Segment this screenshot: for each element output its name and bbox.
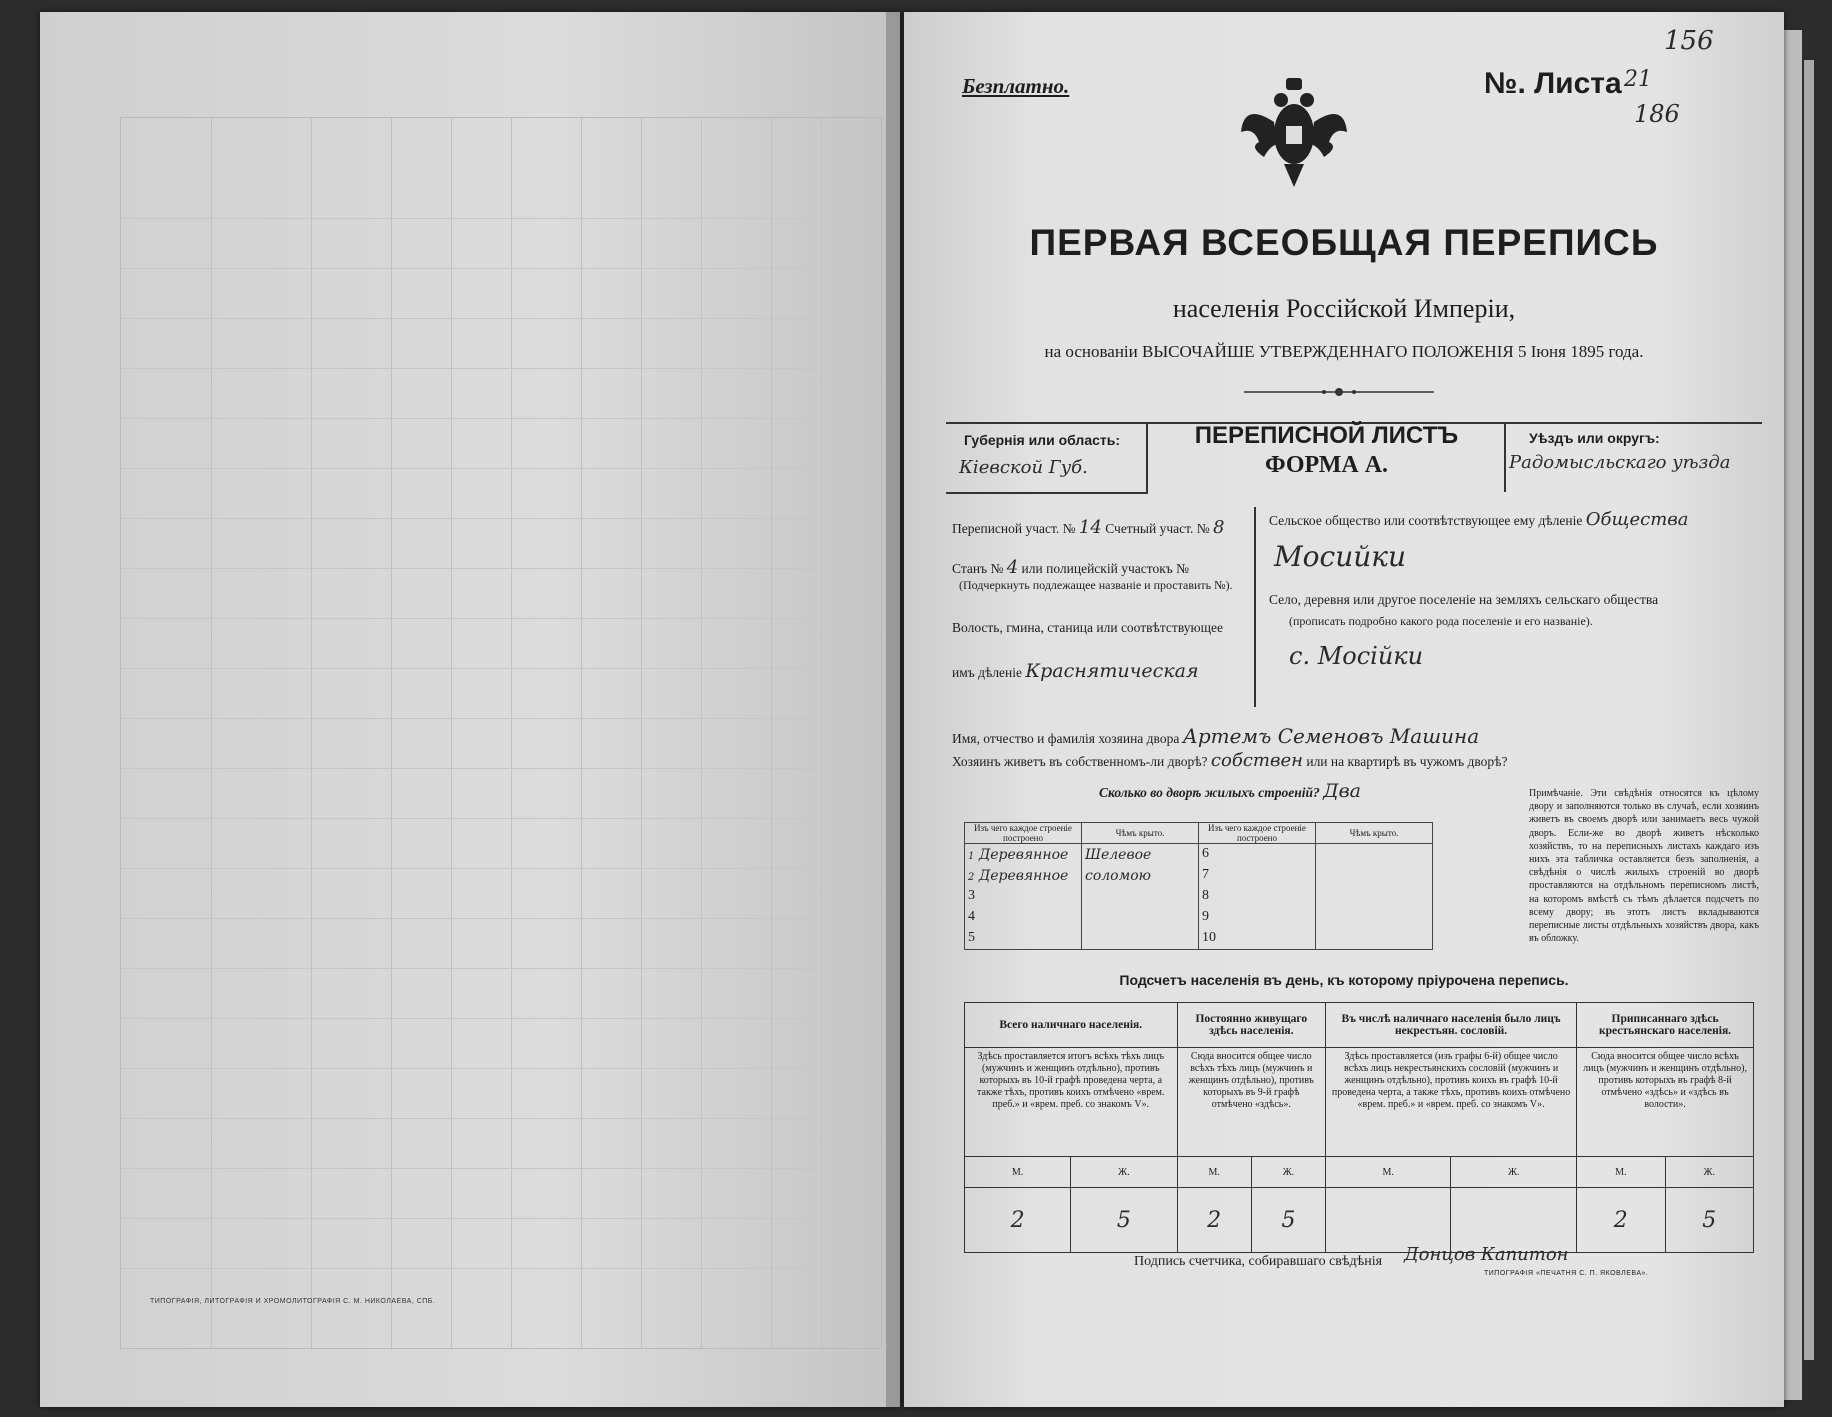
- volost-label: Волость, гмина, станица или соотвѣтствующее: [952, 620, 1223, 635]
- count-value: 2: [1577, 1188, 1665, 1253]
- left-page: [40, 12, 900, 1407]
- page-gutter: [886, 12, 900, 1407]
- zh-label: Ж.: [1251, 1157, 1325, 1188]
- table-header: Изъ чего каждое строеніе построено: [1199, 823, 1316, 844]
- table-header: Чѣмъ крыто.: [1316, 823, 1433, 844]
- police-label: или полицейскій участокъ №: [1021, 561, 1189, 576]
- obshchestvo-field: [1269, 509, 1689, 530]
- column-divider: [1254, 507, 1256, 707]
- archive-number: 156: [1664, 26, 1714, 56]
- form-type: ФОРМА А.: [1264, 452, 1389, 478]
- lives-value: собствен: [1210, 750, 1303, 771]
- volost-field: [952, 660, 1199, 682]
- count-value: 2: [965, 1188, 1071, 1253]
- page-edge: [1804, 60, 1814, 1360]
- buildings-value: Два: [1323, 780, 1361, 802]
- ornament-divider: [1244, 386, 1434, 398]
- buildings-label: Сколько во дворѣ жилыхъ строеній?: [1099, 785, 1320, 800]
- zh-label: Ж.: [1071, 1157, 1177, 1188]
- obshchestvo-value-2: Мосийки: [1274, 540, 1407, 573]
- faded-table-grid: [120, 117, 882, 1349]
- count-description: Здѣсь проставляется итогъ всѣхъ тѣхъ лицъ (мужчинъ и женщинъ отдѣльно), противъ которыхъ въ 10-й графѣ проведена черта, а также тѣхъ, противъ коихъ отмѣчено «врем. преб.» и «врем. преб. со знакомъ V».: [965, 1048, 1178, 1157]
- obshchestvo-value: Общества: [1585, 509, 1689, 530]
- volost-value: Краснятическая: [1025, 660, 1199, 682]
- note-paragraph: Примѣчаніе. Эти свѣдѣнія относятся къ цѣлому двору и заполняются только въ случаѣ, если хозяинъ живетъ въ своемъ дворѣ или занимаетъ весь чужой дворъ. Если-же во дворѣ живетъ нѣсколько хозяйствъ, то на переписныхъ листахъ каждаго изъ нихъ эта табличка оставляется безъ заполненія, а свѣдѣнія о числѣ жилыхъ строеній во дворѣ проставляются на отдѣльномъ переписномъ листѣ, на которомъ вмѣстѣ съ тѣмъ дѣлается подсчетъ по всему двору; въ этотъ листъ вкладываются переписные листы отдѣльныхъ хозяйствъ двора, какъ въ обложку.: [1529, 788, 1759, 945]
- count-value: 5: [1071, 1188, 1177, 1253]
- police-hint: (Подчеркнуть подлежащее названіе и проставить №).: [959, 578, 1233, 592]
- table-header: Чѣмъ крыто.: [1082, 823, 1199, 844]
- form-list-title: ПЕРЕПИСНОЙ ЛИСТЪ: [1194, 422, 1459, 449]
- m-label: М.: [1177, 1157, 1251, 1188]
- sheet-number-correction: 186: [1634, 100, 1680, 128]
- form-subtitle: населенія Россійской Имперіи,: [1172, 294, 1516, 323]
- guberniya-label: Губернія или область:: [964, 432, 1121, 448]
- perepis-uchastok-value: 14: [1078, 517, 1102, 538]
- table-row: 4 9: [965, 907, 1433, 928]
- schetny-uchastok-label: Счетный участ. №: [1105, 521, 1210, 536]
- lives-field: [952, 750, 1508, 771]
- count-header: Приписаннаго здѣсь крестьянскаго населенія.: [1577, 1003, 1754, 1048]
- selo-value: с. Мосійки: [1289, 642, 1424, 670]
- population-count-table: [964, 1002, 1754, 1253]
- printer-mark-left: ТИПОГРАФІЯ, ЛИТОГРАФІЯ И ХРОМОЛИТОГРАФІЯ С. М. НИКОЛАЕВА, СПБ.: [150, 1298, 436, 1305]
- m-label: М.: [965, 1157, 1071, 1188]
- printer-mark-right: ТИПОГРАФІЯ «ПЕЧАТНЯ С. П. ЯКОВЛЕВА».: [1484, 1270, 1649, 1277]
- count-value: 5: [1665, 1188, 1754, 1253]
- count-title: Подсчетъ населенія въ день, къ которому пріурочена перепись.: [1119, 972, 1569, 988]
- count-value: [1326, 1188, 1451, 1253]
- page-edge: [1784, 30, 1802, 1400]
- count-value: 5: [1251, 1188, 1325, 1253]
- count-header: Въ числѣ наличнаго населенія было лицъ некрестьян. сословій.: [1326, 1003, 1577, 1048]
- lives-label-2: или на квартирѣ въ чужомъ дворѣ?: [1306, 754, 1508, 769]
- owner-value: Артемъ Семеновъ Машина: [1182, 724, 1480, 748]
- table-row: 3 8: [965, 886, 1433, 907]
- m-label: М.: [1577, 1157, 1665, 1188]
- free-label: Безплатно.: [962, 74, 1070, 98]
- schetny-uchastok-value: 8: [1213, 517, 1225, 538]
- census-form-page: [904, 12, 1784, 1407]
- count-description: Сюда вносится общее число всѣхъ лицъ (мужчинъ и женщинъ отдѣльно), противъ которыхъ въ графѣ 8-й отмѣчено «здѣсь» и «здѣсь въ волости».: [1577, 1048, 1754, 1157]
- buildings-table: [964, 822, 1433, 950]
- uezd-value: Радомысльскаго уѣзда: [1509, 452, 1731, 473]
- count-header: Постоянно живущаго здѣсь населенія.: [1177, 1003, 1326, 1048]
- owner-field: [952, 724, 1479, 748]
- table-row: 2 Деревянное соломою 7: [965, 865, 1433, 886]
- zh-label: Ж.: [1451, 1157, 1577, 1188]
- table-header: Изъ чего каждое строеніе построено: [965, 823, 1082, 844]
- double-headed-eagle-emblem: [1239, 72, 1349, 192]
- uezd-label: Уѣздъ или округъ:: [1529, 430, 1660, 446]
- guberniya-value: Кіевской Губ.: [959, 457, 1088, 478]
- selo-label: Село, деревня или другое поселеніе на земляхъ сельскаго общества: [1269, 592, 1659, 607]
- signature-value: Донцов Капитон: [1404, 1244, 1569, 1265]
- selo-hint: (прописать подробно какого рода поселеніе и его названіе).: [1289, 614, 1593, 628]
- buildings-field: [1099, 780, 1361, 802]
- count-description: Сюда вносится общее число всѣхъ тѣхъ лицъ (мужчинъ и женщинъ отдѣльно), противъ которыхъ въ 9-й графѣ отмѣчено «здѣсь».: [1177, 1048, 1326, 1157]
- m-label: М.: [1326, 1157, 1451, 1188]
- stan-field: [952, 557, 1189, 578]
- owner-label: Имя, отчество и фамилія хозяина двора: [952, 731, 1180, 746]
- signature-label: Подпись счетчика, собиравшаго свѣдѣнія: [1134, 1254, 1383, 1269]
- count-value: [1451, 1188, 1577, 1253]
- lives-label: Хозяинъ живетъ въ собственномъ-ли дворѣ?: [952, 754, 1208, 769]
- perepis-uchastok-label: Переписной участ. №: [952, 521, 1076, 536]
- zh-label: Ж.: [1665, 1157, 1754, 1188]
- stan-label: Станъ №: [952, 561, 1004, 576]
- form-main-title: ПЕРВАЯ ВСЕОБЩАЯ ПЕРЕПИСЬ: [1029, 222, 1659, 263]
- table-row: 5 10: [965, 928, 1433, 950]
- perepis-uchastok-field: [952, 517, 1224, 538]
- count-header: Всего наличнаго населенія.: [965, 1003, 1178, 1048]
- count-description: Здѣсь проставляется (изъ графы 6-й) общее число всѣхъ лицъ некрестьянскихъ сословій (мужчинъ и женщинъ отдѣльно), противъ коихъ въ графѣ 10-й проведена черта, а также тѣхъ, противъ коихъ отмѣчено «врем. преб.» и «врем. преб. со знакомъ V».: [1326, 1048, 1577, 1157]
- count-value: 2: [1177, 1188, 1251, 1253]
- volost-label-2: имъ дѣленіе: [952, 665, 1023, 680]
- table-row: 1 Деревянное Шелевое 6: [965, 844, 1433, 866]
- stan-value: 4: [1006, 557, 1019, 578]
- sheet-number-label: №. Листа: [1484, 67, 1622, 100]
- form-basis-line: на основаніи ВЫСОЧАЙШЕ УТВЕРЖДЕННАГО ПОЛОЖЕНІЯ 5 Іюня 1895 года.: [1044, 342, 1644, 361]
- obshchestvo-label: Сельское общество или соотвѣтствующее ему дѣленіе: [1269, 513, 1583, 528]
- sheet-number-value: 21: [1624, 67, 1652, 92]
